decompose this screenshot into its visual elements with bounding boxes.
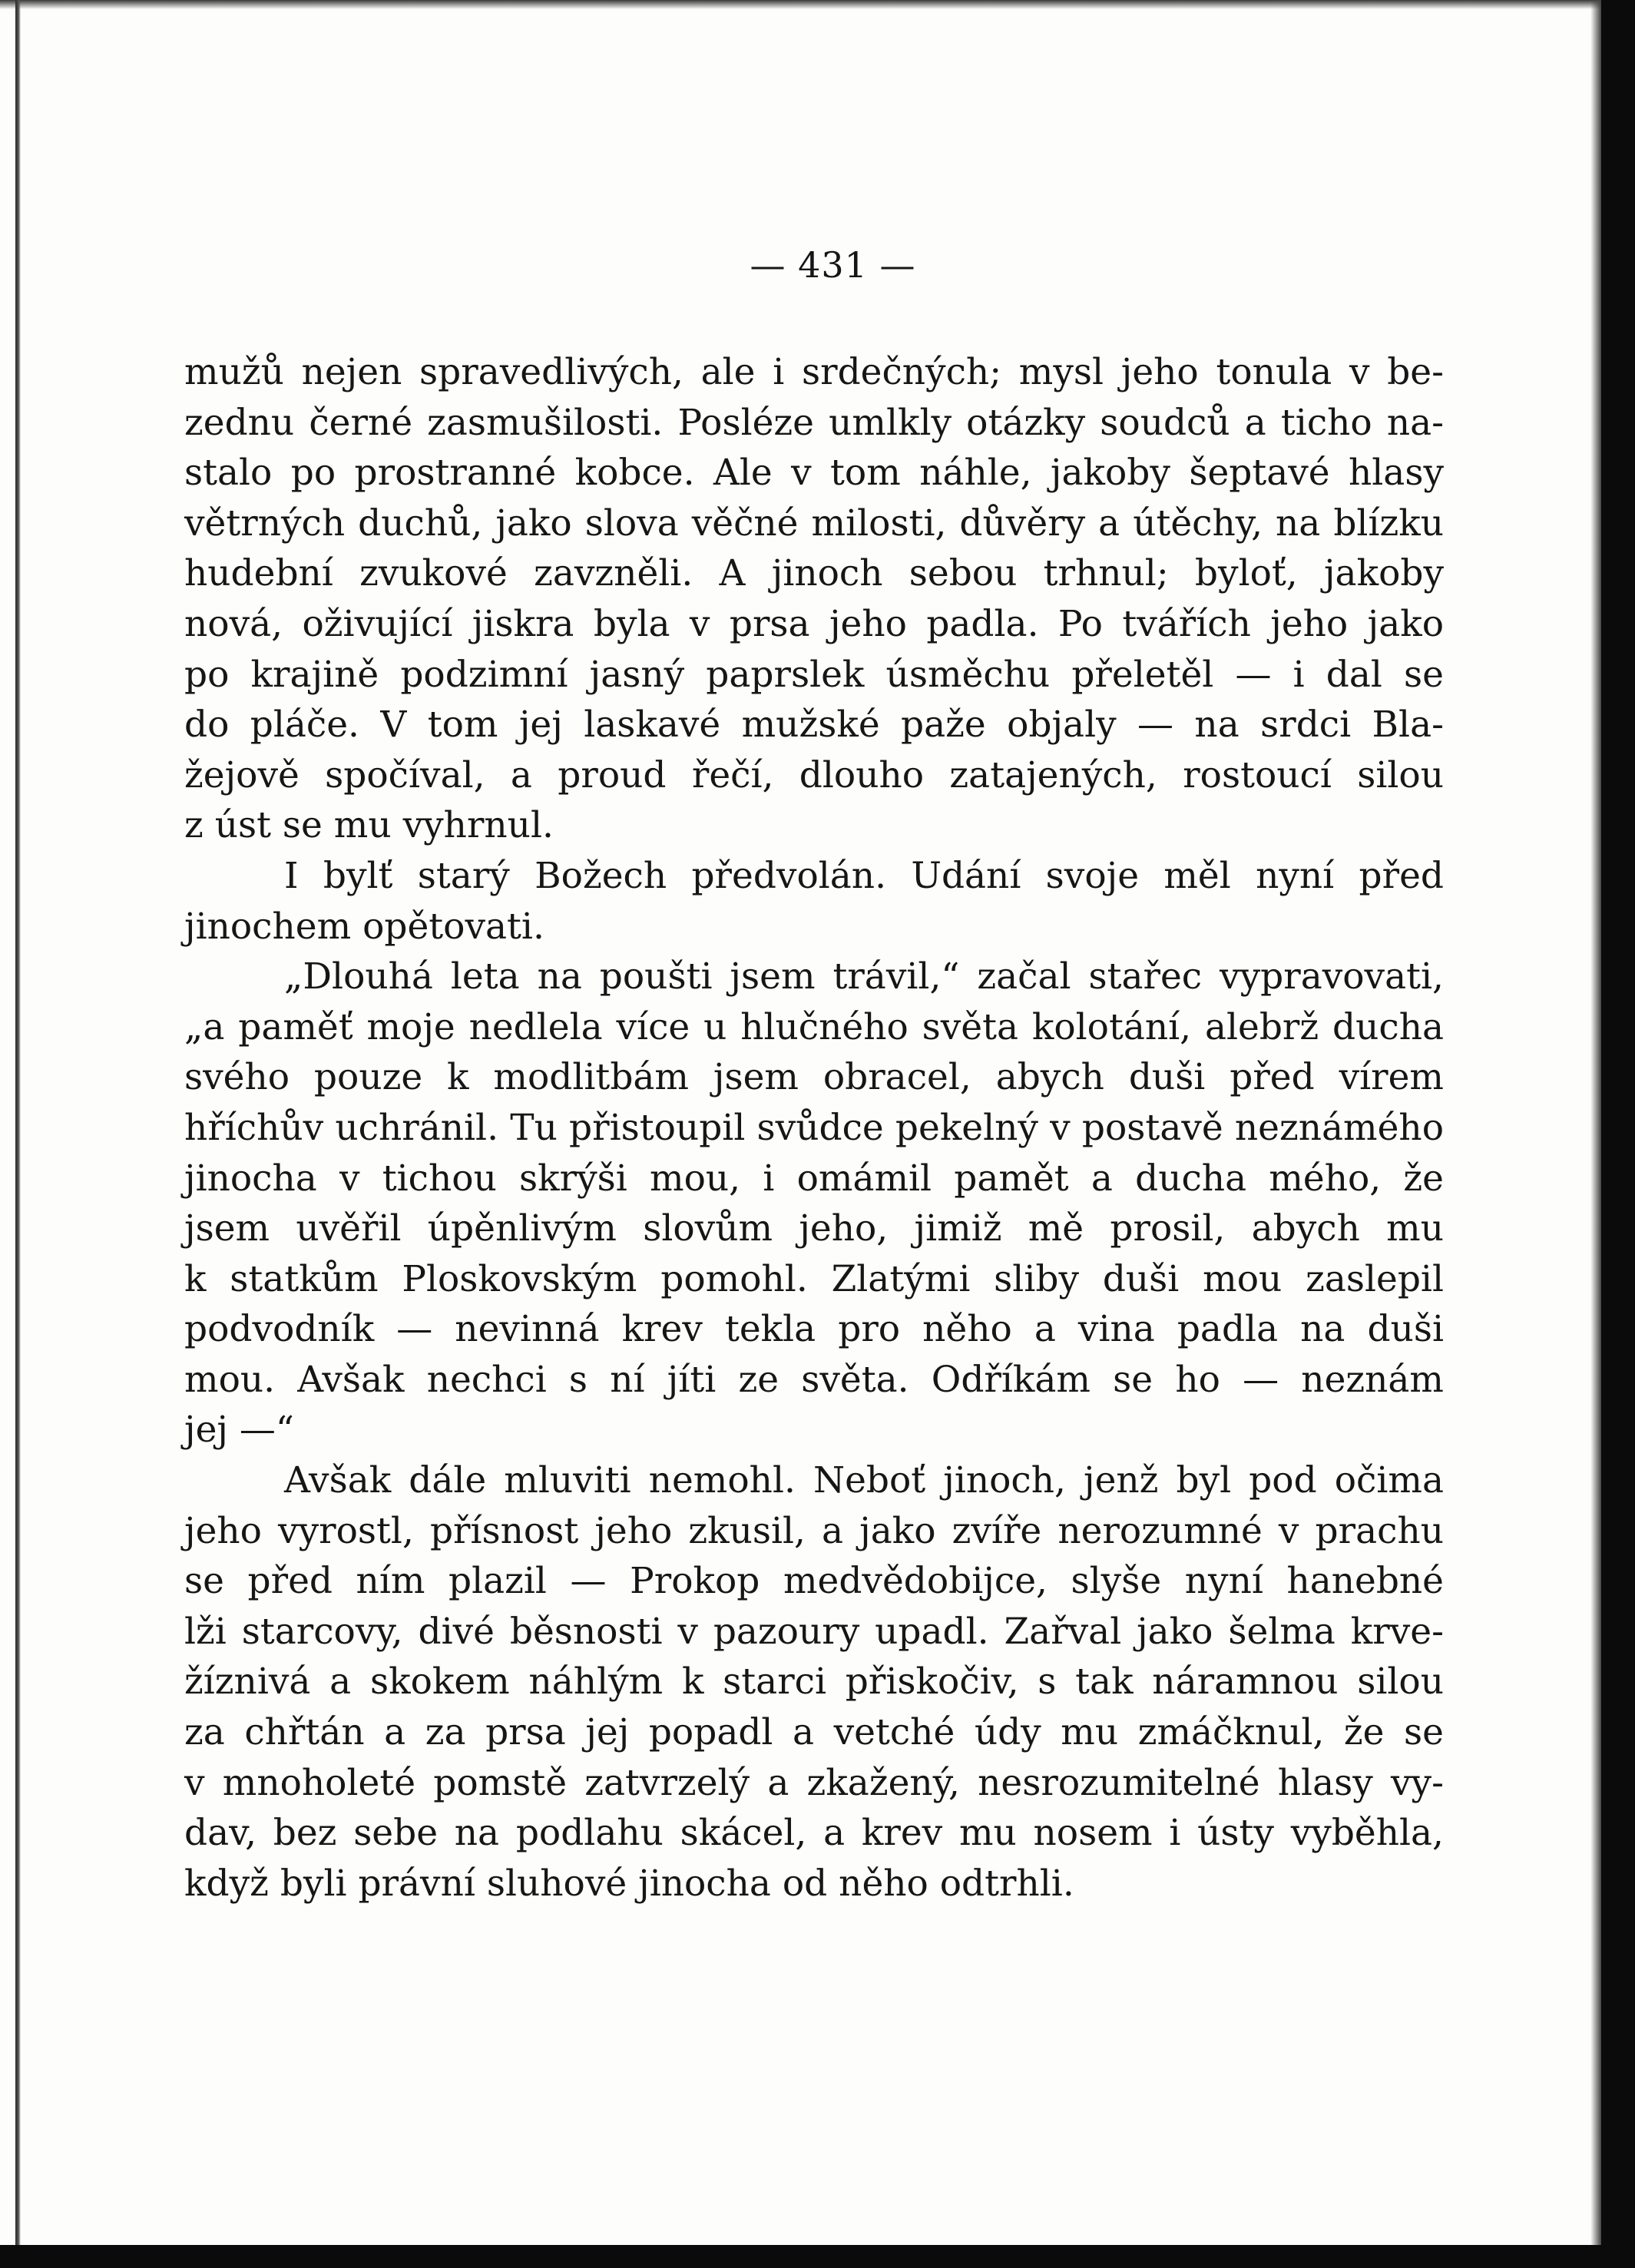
text-line: když byli právní sluhové jinocha od něho odtrhli. [184,1862,1074,1905]
text-line: „Dlouhá leta na poušti jsem trávil,“ začal stařec vypravovati, [284,955,1444,998]
text-line: lži starcovy, divé běsnosti v pazoury upadl. Zařval jako šelma krve- [184,1610,1444,1653]
scan-right-shadow [1590,0,1601,2268]
scan-right-border [1601,0,1635,2268]
text-line: mou. Avšak nechci s ní jíti ze světa. Odříkám se ho — neznám [184,1358,1444,1401]
page-number: — 431 — [750,244,916,286]
text-line: hudební zvukové zavzněli. A jinoch sebou trhnul; byloť, jakoby [184,552,1444,595]
text-line: jinocha v tichou skrýši mou, i omámil pamět a ducha mého, že [184,1157,1444,1200]
text-line: hříchův uchránil. Tu přistoupil svůdce pekelný v postavě neznámého [184,1106,1444,1149]
text-line: po krajině podzimní jasný paprslek úsměchu přeletěl — i dal se [184,653,1444,696]
text-line: žejově spočíval, a proud řečí, dlouho zatajených, rostoucí silou [184,753,1444,796]
scan-top-edge [0,0,1635,9]
text-line: jeho vyrostl, přísnost jeho zkusil, a jako zvíře nerozumné v prachu [184,1509,1444,1552]
paragraph [184,1455,1444,1909]
scan-bottom-border [0,2245,1635,2268]
text-line: zednu černé zasmušilosti. Posléze umlkly otázky soudců a ticho na- [184,401,1444,444]
text-line: do pláče. V tom jej laskavé mužské paže objaly — na srdci Bla- [184,704,1444,747]
text-line: v mnoholeté pomstě zatvrzelý a zkažený, nesrozumitelné hlasy vy- [184,1761,1444,1804]
text-line: jinochem opětovati. [184,905,544,948]
paragraph [184,952,1444,1455]
text-line: za chřtán a za prsa jej popadl a vetché údy mu zmáčknul, že se [184,1711,1444,1754]
text-line: z úst se mu vyhrnul. [184,804,554,847]
scan-left-edge [15,0,21,2268]
text-line: k statkům Ploskovským pomohl. Zlatými sliby duši mou zaslepil [184,1257,1444,1300]
text-line: jej —“ [184,1409,294,1452]
paragraph [184,851,1444,952]
text-line: podvodník — nevinná krev tekla pro něho a vina padla na duši [184,1308,1444,1351]
text-line: mužů nejen spravedlivých, ale i srdečných; mysl jeho tonula v be- [184,351,1444,393]
body-text [184,347,1444,1909]
text-line: stalo po prostranné kobce. Ale v tom náhle, jakoby šeptavé hlasy [184,452,1444,495]
text-line: větrných duchů, jako slova věčné milosti, důvěry a útěchy, na blízku [184,502,1444,545]
text-line: jsem uvěřil úpěnlivým slovům jeho, jimiž mě prosil, abych mu [184,1207,1444,1250]
text-line: „a paměť moje nedlela více u hlučného světa kolotání, alebrž ducha [184,1005,1444,1048]
paragraph [184,347,1444,851]
text-line: dav, bez sebe na podlahu skácel, a krev mu nosem i ústy vyběhla, [184,1812,1444,1855]
text-line: žíznivá a skokem náhlým k starci přiskočiv, s tak náramnou silou [184,1660,1444,1703]
text-line: nová, oživující jiskra byla v prsa jeho padla. Po tvářích jeho jako [184,602,1444,645]
text-line: I bylť starý Božech předvolán. Udání svoje měl nyní před [284,854,1444,897]
text-line: se před ním plazil — Prokop medvědobijce, slyše nyní hanebné [184,1560,1444,1603]
text-line: Avšak dále mluviti nemohl. Neboť jinoch, jenž byl pod očima [284,1459,1444,1502]
text-line: svého pouze k modlitbám jsem obracel, abych duši před vírem [184,1056,1444,1099]
